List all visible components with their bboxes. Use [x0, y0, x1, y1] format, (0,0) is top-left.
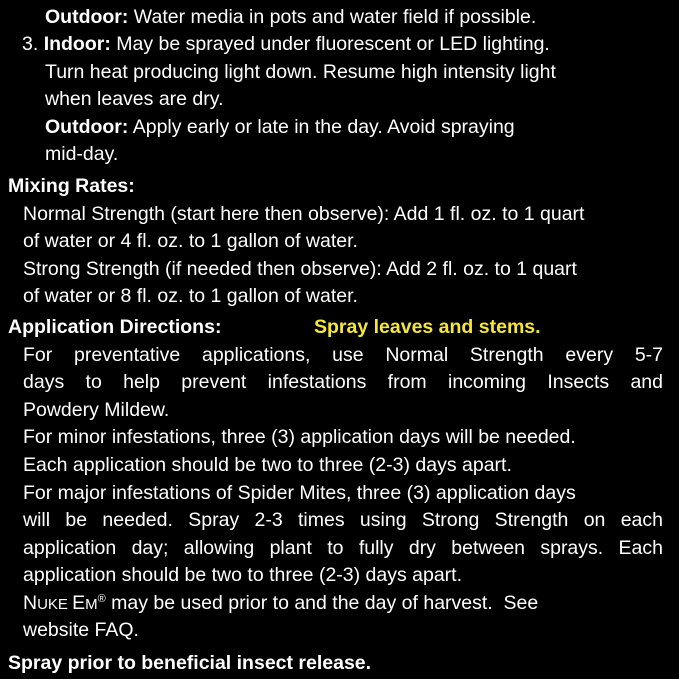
- nuke-line2: website FAQ.: [23, 619, 139, 641]
- step3-outdoor-label: Outdoor:: [45, 116, 129, 138]
- nuke-line1-text: may be used prior to and the day of harvest. See: [105, 592, 539, 614]
- step2-outdoor-line: [45, 4, 536, 31]
- minor-line1: For minor infestations, three (3) application days will be needed.: [23, 426, 576, 448]
- step3-number: 3.: [22, 33, 39, 55]
- footer-note: Spray prior to beneficial insect release.: [8, 652, 372, 674]
- step3-outdoor-line1: [45, 114, 515, 141]
- minor-line2: Each application should be two to three (2-3) days apart.: [23, 454, 512, 476]
- application-heading: Application Directions:: [8, 316, 222, 338]
- mixing-strong-line2: of water or 8 fl. oz. to 1 gallon of water.: [23, 285, 358, 307]
- step3-indoor-line3: when leaves are dry.: [45, 88, 224, 110]
- major-line1: For major infestations of Spider Mites, three (3) application days: [23, 482, 576, 504]
- step2-outdoor-label: Outdoor:: [45, 6, 129, 28]
- step3-indoor-text: May be sprayed under fluorescent or LED lighting.: [110, 33, 550, 55]
- preventative-line2: days to help prevent infestations from incoming Insects and: [23, 371, 663, 393]
- preventative-line3: Powdery Mildew.: [23, 399, 170, 421]
- step3-outdoor-text: Apply early or late in the day. Avoid spraying: [128, 116, 515, 138]
- step2-outdoor-text: Water media in pots and water field if possible.: [128, 6, 537, 28]
- mixing-strong-line1: Strong Strength (if needed then observe): Add 2 fl. oz. to 1 quart: [23, 258, 577, 280]
- major-line4: application should be two to three (2-3) days apart.: [23, 564, 463, 586]
- step3-indoor-line2: Turn heat producing light down. Resume high intensity light: [45, 61, 556, 83]
- step3-indoor-label: Indoor:: [43, 33, 111, 55]
- brand-name: NUKE EM®: [23, 592, 106, 614]
- preventative-line1: For preventative applications, use Normal Strength every 5-7: [23, 344, 663, 366]
- application-highlight: Spray leaves and stems.: [314, 316, 541, 338]
- registered-mark: ®: [97, 593, 106, 605]
- nuke-line1: [23, 590, 538, 618]
- step3-indoor-line1: [22, 31, 550, 58]
- mixing-normal-line2: of water or 4 fl. oz. to 1 gallon of water.: [23, 230, 358, 252]
- major-line2: will be needed. Spray 2-3 times using Strong Strength on each: [23, 509, 663, 531]
- major-line3: application day; allowing plant to fully dry between sprays. Each: [23, 537, 663, 559]
- step3-outdoor-line2: mid-day.: [45, 143, 119, 165]
- mixing-heading: Mixing Rates:: [8, 175, 135, 197]
- mixing-normal-line1: Normal Strength (start here then observe): Add 1 fl. oz. to 1 quart: [23, 203, 585, 225]
